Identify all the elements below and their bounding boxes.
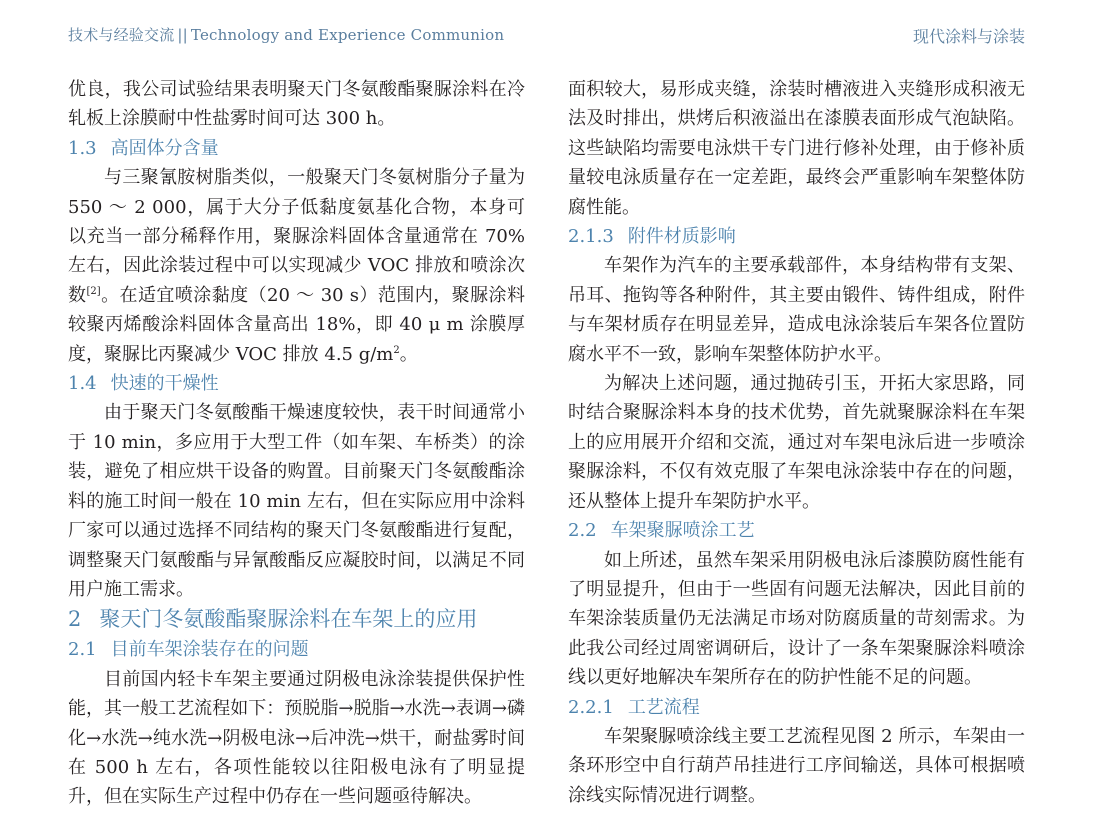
section-number: 2 — [68, 607, 82, 632]
section-number: 2.1 — [68, 639, 97, 661]
section-heading-2-1 — [68, 635, 525, 664]
citation-ref: [2] — [86, 285, 101, 297]
section-number: 2.1.3 — [568, 226, 614, 248]
paragraph-continued: 面积较大，易形成夹缝，涂装时槽液进入夹缝形成积液无法及时排出，烘烤后积液溢出在漆膜表面形成气泡缺陷。这些缺陷均需要电泳烘干专门进行修补处理，由于修补质量较电泳质量存在一定差距，最终会严重影响车架整体防腐性能。 — [568, 79, 1025, 218]
paragraph-text: 与三聚氰胺树脂类似，一般聚天门冬氨树脂分子量为 550 ～ 2 000，属于大分子低黏度氨基化合物，本身可以充当一部分稀释作用，聚脲涂料固体含量通常在 70%左右，因此涂装过程中可以实现减少 VOC 排放和喷涂次数 — [68, 167, 525, 306]
section-heading-2-2-1 — [568, 693, 1025, 722]
section-title: 高固体分含量 — [110, 137, 219, 159]
paragraph-spray-process-intro: 如上所述，虽然车架采用阴极电泳后漆膜防腐性能有了明显提升，但由于一些固有问题无法解决，因此目前的车架涂装质量仍无法满足市场对防腐质量的苛刻需求。为此我公司经过周密调研后，设计了一条车架聚脲涂料喷涂线以更好地解决车架所存在的防护性能不足的问题。 — [568, 549, 1025, 689]
section-title: 车架聚脲喷涂工艺 — [610, 520, 755, 542]
superscript-unit: 2 — [393, 344, 400, 356]
running-header-journal-title: 现代涂料与涂装 — [912, 27, 1025, 46]
section-number: 1.3 — [68, 137, 97, 159]
section-heading-2-1-3 — [568, 222, 1025, 251]
section-number: 1.4 — [68, 373, 97, 395]
section-heading-2 — [68, 604, 525, 635]
paragraph-continued: 优良，我公司试验结果表明聚天门冬氨酸酯聚脲涂料在冷轧板上涂膜耐中性盐雾时间可达 300 h。 — [68, 79, 525, 130]
right-column — [568, 75, 1025, 810]
paragraph-high-solids — [68, 163, 525, 369]
paragraph-text: 。 — [399, 343, 418, 365]
section-title: 工艺流程 — [627, 696, 700, 718]
section-title: 聚天门冬氨酸酯聚脲涂料在车架上的应用 — [99, 607, 478, 632]
section-heading-2-2 — [568, 516, 1025, 545]
paragraph-current-problems: 目前国内轻卡车架主要通过阴极电泳涂装提供保护性能，其一般工艺流程如下：预脱脂→脱脂→水洗→表调→磷化→水洗→纯水洗→阴极电泳→后冲洗→烘干，耐盐雾时间在 500 h 左右，各项性能较以往阳极电泳有了明显提升，但在实际生产过程中仍存在一些问题亟待解决。 — [68, 668, 525, 808]
section-heading-1-4 — [68, 369, 525, 398]
section-heading-1-3 — [68, 134, 525, 163]
paragraph-fast-drying: 由于聚天门冬氨酸酯干燥速度较快，表干时间通常小于 10 min，多应用于大型工件（如车架、车桥类）的涂装，避免了相应烘干设备的购置。目前聚天门冬氨酸酯涂料的施工时间一般在 10 min 左右，但在实际应用中涂料厂家可以通过选择不同结构的聚天门冬氨酸酯进行复配，调整聚天门氨酸酯与异氰酸酯反应凝胶时间，以满足不同用户施工需求。 — [68, 402, 525, 600]
paragraph-text: 。在适宜喷涂黏度（20 ～ 30 s）范围内，聚脲涂料较聚丙烯酸涂料固体含量高出 18%，即 40 μ m 涂膜厚度，聚脲比丙聚减少 VOC 排放 4.5 g/m — [68, 284, 526, 365]
section-title: 附件材质影响 — [627, 226, 736, 248]
left-column — [68, 75, 525, 812]
section-number: 2.2 — [568, 520, 597, 542]
section-number: 2.2.1 — [568, 696, 614, 718]
paragraph-process-flow: 车架聚脲喷涂线主要工艺流程见图 2 所示，车架由一条环形空中自行葫芦吊挂进行工序间输送，具体可根据喷涂线实际情况进行调整。 — [568, 725, 1025, 806]
running-header-journal-section — [68, 24, 504, 45]
section-name-en: Technology and Experience Communion — [190, 26, 505, 44]
paragraph-solution: 为解决上述问题，通过抛砖引玉，开拓大家思路，同时结合聚脲涂料本身的技术优势，首先就聚脲涂料在车架上的应用展开介绍和交流，通过对车架电泳后进一步喷涂聚脲涂料，不仅有效克服了车架电泳涂装中存在的问题，还从整体上提升车架防护水平。 — [568, 373, 1025, 512]
header-separator: || — [177, 26, 188, 44]
section-name-cn: 技术与经验交流 — [68, 26, 175, 44]
paragraph-attachment-material: 车架作为汽车的主要承载部件，本身结构带有支架、吊耳、拖钩等各种附件，其主要由锻件、铸件组成，附件与车架材质存在明显差异，造成电泳涂装后车架各位置防腐水平不一致，影响车架整体防护水平。 — [568, 255, 1025, 365]
section-title: 目前车架涂装存在的问题 — [110, 639, 309, 661]
section-title: 快速的干燥性 — [110, 373, 219, 395]
